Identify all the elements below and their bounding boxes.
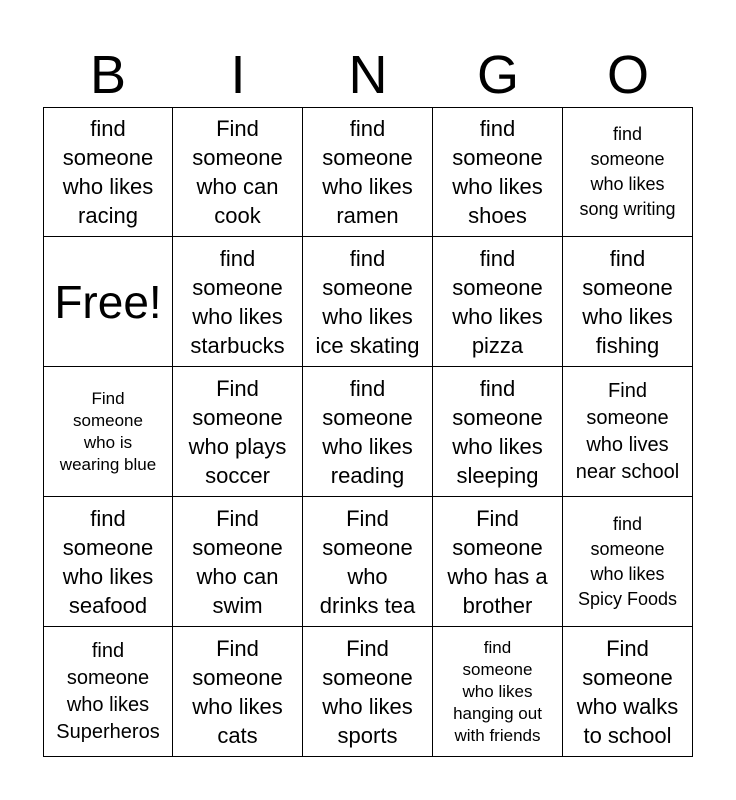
header-letter-o: O (606, 45, 649, 105)
cell-text: find someone who likes ramen (322, 116, 413, 228)
bingo-cell[interactable] (433, 497, 563, 627)
free-space-text: Free! (54, 275, 162, 328)
bingo-cell[interactable] (303, 497, 433, 627)
cell-text: find someone who likes song writing (579, 124, 676, 219)
cell-text: find someone who likes hanging out with friends (453, 637, 542, 745)
bingo-cell[interactable] (433, 107, 563, 237)
bingo-cell[interactable] (303, 367, 433, 497)
cell-text: find someone who likes fishing (582, 245, 673, 358)
bingo-cell[interactable] (173, 497, 303, 627)
header-letter-i: I (230, 45, 246, 105)
bingo-cell[interactable] (43, 497, 173, 627)
bingo-cell[interactable] (43, 367, 173, 497)
bingo-cell[interactable] (563, 237, 693, 367)
bingo-cell[interactable] (303, 237, 433, 367)
bingo-cell[interactable] (433, 367, 563, 497)
cell-text: find someone who likes sleeping (452, 375, 543, 488)
bingo-cell[interactable] (303, 627, 433, 757)
bingo-board (43, 107, 693, 757)
bingo-cell[interactable] (173, 627, 303, 757)
cell-text: Find someone who can cook (192, 116, 283, 228)
bingo-cell[interactable] (303, 107, 433, 237)
cell-text: find someone who likes racing (62, 116, 154, 228)
cell-text: find someone who likes ice skating (315, 245, 420, 358)
cell-text: Find someone who is wearing blue (59, 388, 157, 474)
bingo-cell[interactable] (43, 107, 173, 237)
bingo-header (43, 44, 693, 106)
cell-text: find someone who likes Superheros (56, 639, 160, 743)
header-letter-g: G (476, 45, 519, 105)
bingo-cell[interactable] (43, 627, 173, 757)
cell-text: Find someone who drinks tea (319, 505, 416, 618)
cell-text: find someone who likes reading (322, 375, 413, 488)
bingo-cell[interactable] (433, 627, 563, 757)
cell-text: find someone who likes shoes (452, 116, 543, 228)
bingo-cell-free[interactable] (43, 237, 173, 367)
bingo-cell[interactable] (563, 497, 693, 627)
cell-text: find someone who likes pizza (452, 245, 543, 358)
bingo-cell[interactable] (173, 237, 303, 367)
cell-text: find someone who likes seafood (62, 505, 154, 618)
cell-text: Find someone who walks to school (576, 635, 679, 748)
header-letter-b: B (89, 45, 127, 105)
cell-text: Find someone who has a brother (447, 505, 548, 618)
header-letter-n: N (348, 45, 388, 105)
cell-text: Find someone who lives near school (575, 379, 680, 483)
bingo-cell[interactable] (563, 367, 693, 497)
bingo-cell[interactable] (563, 107, 693, 237)
cell-text: Find someone who plays soccer (188, 375, 287, 488)
cell-text: Find someone who likes sports (322, 635, 413, 748)
cell-text: find someone who likes starbucks (190, 245, 285, 358)
bingo-cell[interactable] (173, 107, 303, 237)
bingo-cell[interactable] (433, 237, 563, 367)
cell-text: Find someone who can swim (192, 505, 283, 618)
cell-text: find someone who likes Spicy Foods (577, 513, 678, 609)
bingo-cell[interactable] (563, 627, 693, 757)
cell-text: Find someone who likes cats (192, 635, 283, 748)
bingo-cell[interactable] (173, 367, 303, 497)
